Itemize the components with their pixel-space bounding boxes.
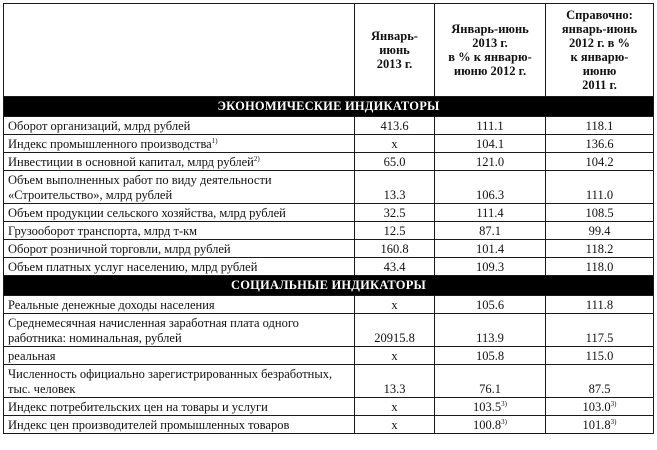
value-footnote: 3) xyxy=(610,399,617,408)
value-pct-2012-text: 111.1 xyxy=(476,119,504,133)
row-label-text: Оборот организаций, млрд рублей xyxy=(8,119,191,133)
row-label-text: Оборот розничной торговли, млрд рублей xyxy=(8,242,231,256)
row-label-text: реальная xyxy=(8,349,56,363)
label-footnote: 1) xyxy=(211,136,218,145)
table-row xyxy=(4,347,654,365)
value-pct-2011 xyxy=(546,204,654,222)
row-label xyxy=(4,416,355,434)
value-pct-2011-text: 111.0 xyxy=(585,188,614,202)
value-pct-2011 xyxy=(546,240,654,258)
header-row xyxy=(4,4,654,97)
value-pct-2011-text: 118.1 xyxy=(585,119,614,133)
value-pct-2011-text: 111.8 xyxy=(585,298,614,312)
value-jan-jun-2013 xyxy=(355,135,435,153)
row-label xyxy=(4,258,355,276)
row-label xyxy=(4,365,355,398)
table-row xyxy=(4,171,654,204)
value-pct-2011-text: 108.5 xyxy=(585,206,614,220)
value-pct-2012-text: 121.0 xyxy=(475,155,505,169)
value-jan-jun-2013-text: 12.5 xyxy=(383,224,406,238)
value-jan-jun-2013-text: 65.0 xyxy=(383,155,406,169)
value-pct-2012 xyxy=(435,365,546,398)
value-jan-jun-2013-text: 413.6 xyxy=(380,119,409,133)
value-jan-jun-2013 xyxy=(355,117,435,135)
value-footnote: 3) xyxy=(610,417,617,426)
value-pct-2012-text: 101.4 xyxy=(475,242,505,256)
row-label-text: Среднемесячная начисленная заработная плата одного работника: номинальная, рублей xyxy=(8,316,299,345)
value-pct-2011 xyxy=(546,171,654,204)
header-col-2 xyxy=(435,4,546,97)
value-pct-2012-text: 111.4 xyxy=(476,206,504,220)
value-jan-jun-2013 xyxy=(355,416,435,434)
row-label xyxy=(4,204,355,222)
value-pct-2011 xyxy=(546,398,654,416)
value-jan-jun-2013 xyxy=(355,171,435,204)
value-pct-2011-text: 136.6 xyxy=(585,137,614,151)
table-row xyxy=(4,153,654,171)
value-pct-2012-text: 76.1 xyxy=(479,382,501,396)
value-jan-jun-2013 xyxy=(355,296,435,314)
value-pct-2012-text: 106.3 xyxy=(475,188,505,202)
value-jan-jun-2013-text: 20915.8 xyxy=(374,331,415,345)
value-pct-2012 xyxy=(435,398,546,416)
value-pct-2011 xyxy=(546,258,654,276)
value-pct-2011 xyxy=(546,296,654,314)
value-jan-jun-2013-text: 160.8 xyxy=(380,242,409,256)
value-jan-jun-2013 xyxy=(355,240,435,258)
row-label xyxy=(4,135,355,153)
value-pct-2011-text: 118.2 xyxy=(585,242,614,256)
label-footnote: 2) xyxy=(253,154,260,163)
value-pct-2012 xyxy=(435,117,546,135)
value-pct-2012 xyxy=(435,296,546,314)
value-pct-2012 xyxy=(435,347,546,365)
row-label-text: Индекс промышленного производства xyxy=(8,137,212,151)
row-label xyxy=(4,153,355,171)
table-row xyxy=(4,135,654,153)
section-header xyxy=(4,97,654,117)
section-title-text: СОЦИАЛЬНЫЕ ИНДИКАТОРЫ xyxy=(230,278,427,292)
value-pct-2012-text: 105.6 xyxy=(475,298,505,312)
header-label-cell xyxy=(4,4,355,97)
value-pct-2012 xyxy=(435,240,546,258)
row-label xyxy=(4,240,355,258)
value-jan-jun-2013-text: х xyxy=(391,298,398,312)
row-label-text: Объем выполненных работ по виду деятельности «Строительство», млрд рублей xyxy=(8,173,272,202)
value-pct-2012-text: 109.3 xyxy=(475,260,505,274)
value-jan-jun-2013-text: 13.3 xyxy=(383,382,406,396)
value-pct-2012 xyxy=(435,416,546,434)
value-pct-2011 xyxy=(546,153,654,171)
value-jan-jun-2013 xyxy=(355,222,435,240)
table-row xyxy=(4,204,654,222)
value-pct-2011-text: 104.2 xyxy=(585,155,614,169)
value-pct-2011 xyxy=(546,117,654,135)
value-jan-jun-2013 xyxy=(355,365,435,398)
value-pct-2011 xyxy=(546,314,654,347)
section-header xyxy=(4,276,654,296)
table-row xyxy=(4,314,654,347)
table-row xyxy=(4,398,654,416)
value-pct-2012 xyxy=(435,171,546,204)
table-row xyxy=(4,240,654,258)
value-pct-2012-text: 103.5 xyxy=(473,400,502,414)
value-pct-2012 xyxy=(435,204,546,222)
table-row xyxy=(4,416,654,434)
section-title-text: ЭКОНОМИЧЕСКИЕ ИНДИКАТОРЫ xyxy=(217,99,440,113)
value-pct-2012-text: 87.1 xyxy=(479,224,501,238)
value-pct-2012-text: 100.8 xyxy=(473,418,502,432)
value-pct-2011-text: 103.0 xyxy=(582,400,611,414)
header-col-3 xyxy=(546,4,654,97)
value-jan-jun-2013 xyxy=(355,398,435,416)
value-pct-2012 xyxy=(435,135,546,153)
row-label xyxy=(4,171,355,204)
section-title xyxy=(4,276,654,296)
value-footnote: 3) xyxy=(501,417,507,426)
value-pct-2011-text: 99.4 xyxy=(588,224,611,238)
header-col-1-text: Январь- июнь 2013 г. xyxy=(371,29,418,71)
value-jan-jun-2013 xyxy=(355,314,435,347)
value-pct-2012 xyxy=(435,222,546,240)
value-jan-jun-2013 xyxy=(355,258,435,276)
header-col-1 xyxy=(355,4,435,97)
row-label xyxy=(4,314,355,347)
row-label-text: Индекс цен производителей промышленных товаров xyxy=(8,418,290,432)
value-jan-jun-2013-text: 43.4 xyxy=(383,260,406,274)
value-pct-2011 xyxy=(546,222,654,240)
table-body xyxy=(4,97,654,434)
value-pct-2011 xyxy=(546,347,654,365)
value-jan-jun-2013 xyxy=(355,153,435,171)
value-pct-2012-text: 105.8 xyxy=(475,349,505,363)
row-label-text: Грузооборот транспорта, млрд т-км xyxy=(8,224,198,238)
value-pct-2011-text: 87.5 xyxy=(588,382,611,396)
value-pct-2011 xyxy=(546,135,654,153)
table-row xyxy=(4,258,654,276)
value-jan-jun-2013-text: х xyxy=(391,400,398,414)
value-jan-jun-2013-text: 32.5 xyxy=(383,206,406,220)
value-jan-jun-2013-text: х xyxy=(391,137,398,151)
value-pct-2012-text: 104.1 xyxy=(475,137,505,151)
value-jan-jun-2013-text: х xyxy=(391,418,398,432)
value-pct-2012 xyxy=(435,258,546,276)
table-row xyxy=(4,117,654,135)
value-jan-jun-2013-text: 13.3 xyxy=(383,188,406,202)
row-label xyxy=(4,117,355,135)
table-row xyxy=(4,222,654,240)
value-pct-2011-text: 117.5 xyxy=(585,331,614,345)
value-pct-2011 xyxy=(546,365,654,398)
value-jan-jun-2013 xyxy=(355,347,435,365)
value-jan-jun-2013 xyxy=(355,204,435,222)
table-row xyxy=(4,296,654,314)
value-pct-2012 xyxy=(435,314,546,347)
value-pct-2012 xyxy=(435,153,546,171)
value-pct-2011-text: 118.0 xyxy=(585,260,614,274)
row-label-text: Численность официально зарегистрированных безработных, тыс. человек xyxy=(8,367,333,396)
row-label xyxy=(4,347,355,365)
value-pct-2011-text: 101.8 xyxy=(582,418,611,432)
table-row xyxy=(4,365,654,398)
row-label-text: Индекс потребительских цен на товары и услуги xyxy=(8,400,268,414)
header-col-3-text: Справочно: январь-июнь 2012 г. в % к январю- июню 2011 г. xyxy=(561,8,638,92)
row-label xyxy=(4,398,355,416)
row-label-text: Реальные денежные доходы населения xyxy=(8,298,215,312)
row-label xyxy=(4,296,355,314)
value-pct-2011-text: 115.0 xyxy=(585,349,614,363)
value-jan-jun-2013-text: х xyxy=(391,349,398,363)
value-pct-2011 xyxy=(546,416,654,434)
indicators-table xyxy=(3,3,654,434)
section-title xyxy=(4,97,654,117)
row-label-text: Инвестиции в основной капитал, млрд рублей xyxy=(8,155,254,169)
row-label-text: Объем платных услуг населению, млрд рублей xyxy=(8,260,258,274)
value-pct-2012-text: 113.9 xyxy=(476,331,504,345)
row-label-text: Объем продукции сельского хозяйства, млрд рублей xyxy=(8,206,286,220)
value-footnote: 3) xyxy=(501,399,507,408)
header-col-2-text: Январь-июнь 2013 г. в % к январю- июню 2012 г. xyxy=(448,22,532,78)
row-label xyxy=(4,222,355,240)
